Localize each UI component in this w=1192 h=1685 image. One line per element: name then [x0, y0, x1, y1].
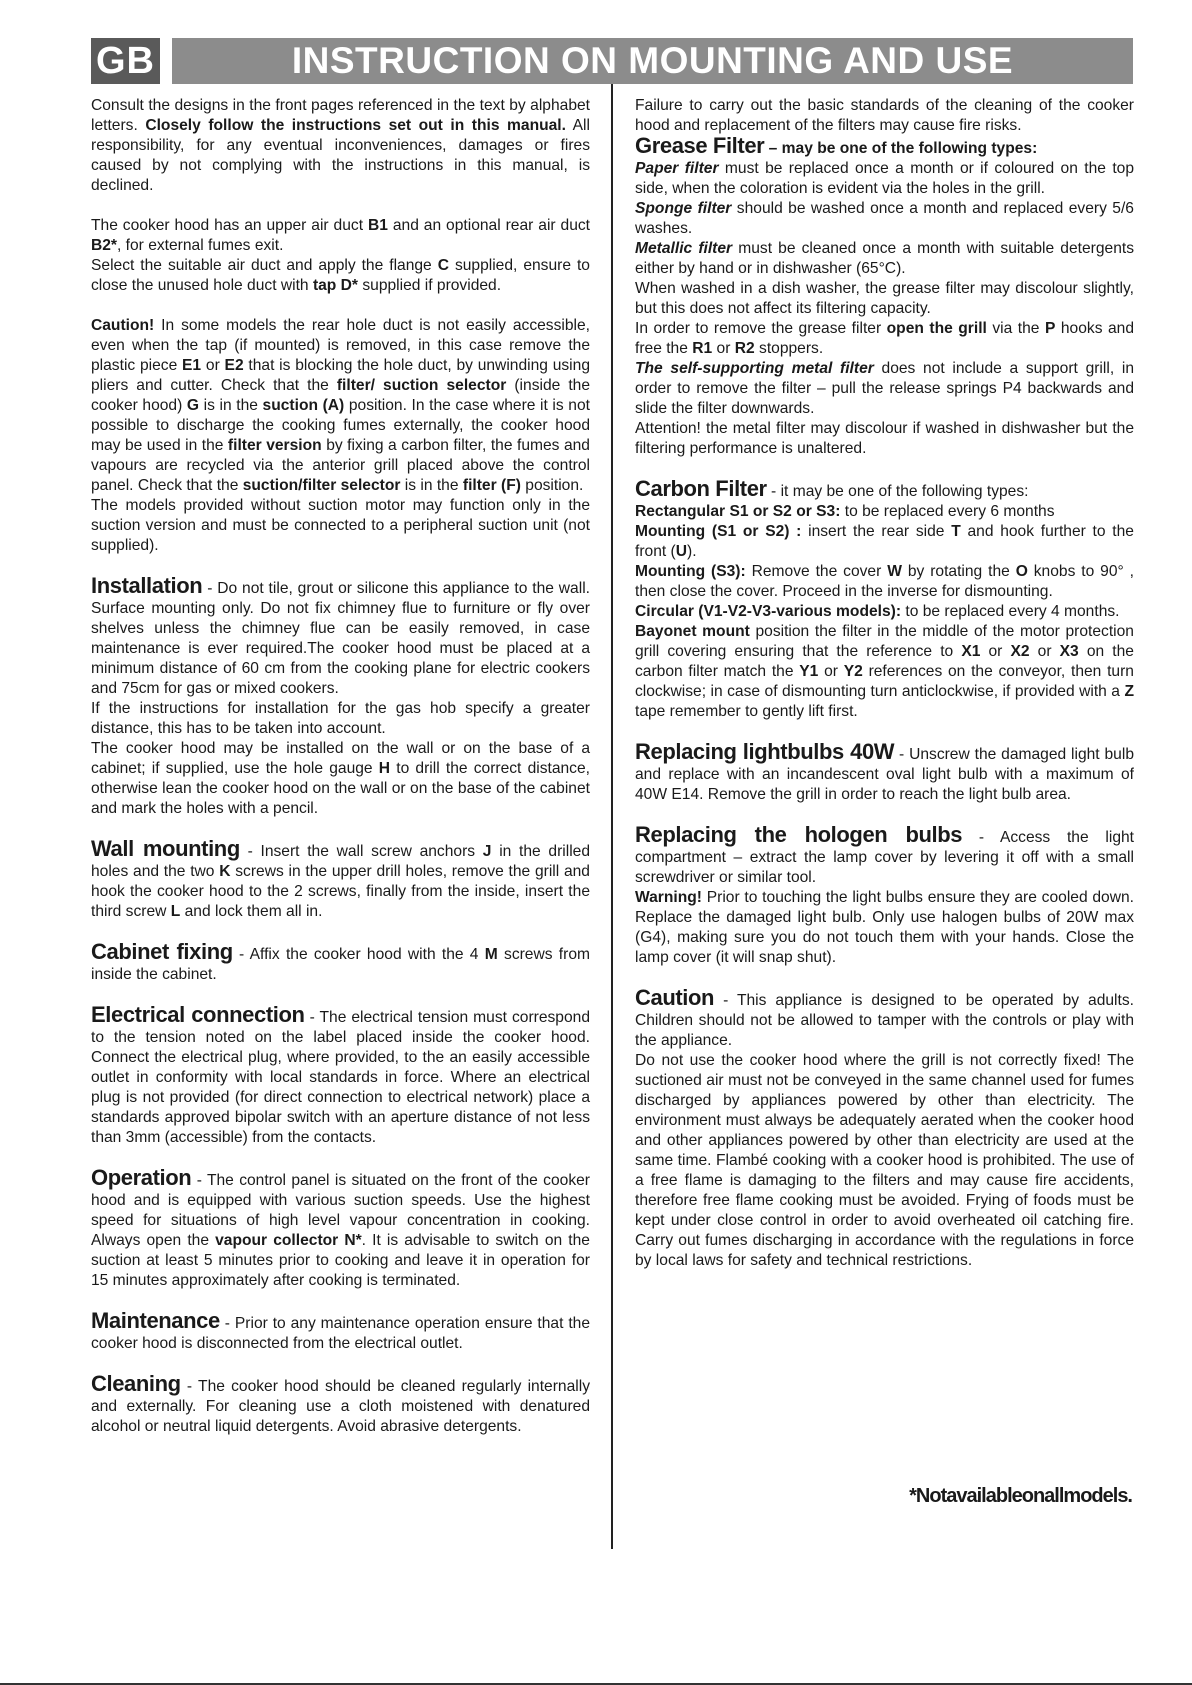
paper-filter-paragraph: Paper filter must be replaced once a month or if coloured on the top side, when the coloration is evident via the holes in the grill.	[635, 160, 1134, 197]
left-column	[91, 96, 590, 1437]
wall-mounting-heading: Wall mounting	[91, 836, 240, 861]
bayonet-mount-paragraph: Bayonet mount position the filter in the middle of the motor protection grill covering ensuring that the reference to X1 or X2 or X3 on the carbon filter match the Y1 or Y2 references on the conveyor, then turn clockwise; in case of dismounting turn anticlockwise, if provided with a Z tape remember to gently lift first.	[635, 623, 1134, 720]
attention-paragraph: Attention! the metal filter may discolour if washed in dishwasher but the filtering performance is unaltered.	[635, 420, 1134, 457]
metallic-filter-paragraph: Metallic filter must be cleaned once a month with suitable detergents either by hand or in dishwasher (65°C).	[635, 240, 1134, 277]
intro-paragraph: Consult the designs in the front pages referenced in the text by alphabet letters. Closely follow the instructions set out in this manual. All responsibility, for any eventual inconveniences, damages or fires caused by not complying with the instructions in this manual, is declined.	[91, 97, 590, 194]
installation-heading: Installation	[91, 573, 203, 598]
cleaning-heading: Cleaning	[91, 1371, 181, 1396]
carbon-filter-heading: Carbon Filter	[635, 476, 767, 501]
cabinet-fixing-section: Cabinet fixing - Affix the cooker hood with the 4 M screws from inside the cabinet.	[91, 939, 590, 983]
caution-heading: Caution	[635, 985, 715, 1010]
warning-paragraph: Warning! Prior to touching the light bulbs ensure they are cooled down. Replace the damaged light bulb. Only use halogen bulbs of 20W max (G4), making sure you do not touch them with your hands. Close the lamp cover (it will snap shut).	[635, 889, 1134, 966]
rectangular-filter-paragraph: Rectangular S1 or S2 or S3: to be replaced every 6 months	[635, 503, 1055, 520]
column-divider	[611, 84, 613, 1549]
lightbulbs-heading: Replacing lightbulbs 40W	[635, 739, 895, 764]
caution-section: Caution - This appliance is designed to be operated by adults. Children should not be allowed to tamper with the controls or play with the appliance.	[635, 985, 1134, 1049]
maintenance-section: Maintenance - Prior to any maintenance operation ensure that the cooker hood is disconnected from the electrical outlet.	[91, 1308, 590, 1352]
flange-paragraph: Select the suitable air duct and apply the flange C supplied, ensure to close the unused hole duct with tap D* supplied if provided.	[91, 257, 590, 294]
failure-paragraph: Failure to carry out the basic standards of the cleaning of the cooker hood and replacement of the filters may cause fire risks.	[635, 97, 1134, 134]
cleaning-section: Cleaning - The cooker hood should be cleaned regularly internally and externally. For cleaning use a cloth moistened with denatured alcohol or neutral liquid detergents. Avoid abrasive detergents.	[91, 1371, 590, 1435]
dishwasher-paragraph: When washed in a dish washer, the grease filter may discolour slightly, but this does not affect its filtering capacity.	[635, 280, 1134, 317]
cabinet-fixing-heading: Cabinet fixing	[91, 939, 233, 964]
halogen-bulbs-section: Replacing the hologen bulbs - Access the light compartment – extract the lamp cover by levering it off with a small screwdriver or similar tool.	[635, 822, 1134, 886]
carbon-filter-heading-line: Carbon Filter - it may be one of the following types:	[635, 476, 1029, 501]
remove-grease-filter-paragraph: In order to remove the grease filter open the grill via the P hooks and free the R1 or R2 stoppers.	[635, 320, 1134, 357]
language-code: GB	[91, 38, 160, 84]
page-title: INSTRUCTION ON MOUNTING AND USE	[172, 38, 1133, 84]
electrical-connection-heading: Electrical connection	[91, 1002, 305, 1027]
self-supporting-filter-paragraph: The self-supporting metal filter does not include a support grill, in order to remove the filter – pull the release springs P4 backwards and slide the filter downwards.	[635, 360, 1134, 417]
operation-heading: Operation	[91, 1165, 192, 1190]
grease-filter-heading-line: Grease Filter – may be one of the following types:	[635, 133, 1038, 158]
gas-hob-paragraph: If the instructions for installation for the gas hob specify a greater distance, this has to be taken into account.	[91, 700, 590, 737]
wall-mounting-section: Wall mounting - Insert the wall screw anchors J in the drilled holes and the two K screws in the upper drill holes, remove the grill and hook the cooker hood to the 2 screws, finally from the inside, insert the third screw L and lock them all in.	[91, 836, 591, 920]
grease-filter-heading: Grease Filter	[635, 133, 765, 158]
safety-paragraph: Do not use the cooker hood where the grill is not correctly fixed! The suctioned air must not be conveyed in the same channel used for fumes discharged by appliances powered by other than electricity. The environment must always be adequately aerated when the cooker hood and other appliances powered by other than electricity are used at the same time. Flambé cooking with a cooker hood is prohibited. The use of a free flame is damaging to the filters and may cause fire accidents, therefore free flame cooking must be avoided. Frying of foods must be kept under close control in order to avoid overheated oil catching fire. Carry out fumes discharging in accordance with the regulations in force by local laws for safety and technical restrictions.	[635, 1052, 1134, 1269]
sponge-filter-paragraph: Sponge filter should be washed once a month and replaced every 5/6 washes.	[635, 200, 1134, 237]
right-column	[635, 96, 1134, 1271]
electrical-connection-section: Electrical connection - The electrical tension must correspond to the tension noted on the label placed inside the cooker hood. Connect the electrical plug, where provided, to the an easily accessible outlet in conformity with local standards in force. Where an electrical plug is not provided (for direct connection to electrical network) place a standards approved bipolar switch with an aperture distance of not less than 3mm (accessible) from the contacts.	[91, 1002, 590, 1146]
lightbulbs-section: Replacing lightbulbs 40W - Unscrew the damaged light bulb and replace with an incandescent oval light bulb with a maximum of 40W E14. Remove the grill in order to reach the light bulb area.	[635, 739, 1134, 803]
availability-footnote: *Notavailableonallmodels.	[909, 1485, 1132, 1507]
hole-gauge-paragraph: The cooker hood may be installed on the wall or on the base of a cabinet; if supplied, use the hole gauge H to drill the correct distance, otherwise lean the cooker hood on the wall or on the base of the cabinet and mark the holes with a pencil.	[91, 740, 590, 817]
installation-section: Installation - Do not tile, grout or silicone this appliance to the wall. Surface mounting only. Do not fix chimney flue to furniture or fly over shelves unless the chimney flue can be easily removed, in case maintenance is ever required.The cooker hood must be placed at a minimum distance of 60 cm from the cooking plane for electric cookers and 75cm for gas or mixed cookers.	[91, 573, 590, 697]
header-bar	[91, 38, 1133, 84]
caution-paragraph: Caution! In some models the rear hole duct is not easily accessible, even when the tap (if mounted) is removed, in this case remove the plastic piece E1 or E2 that is blocking the hole duct, by unwinding using pliers and cutter. Check that the filter/ suction selector (inside the cooker hood) G is in the suction (A) position. In the case where it is not possible to discharge the cooking fumes externally, the cooker hood may be used in the filter version by fixing a carbon filter, the fumes and vapours are recycled via the anterior grill placed above the control panel. Check that the suction/filter selector is in the filter (F) position.	[91, 317, 591, 494]
operation-section: Operation - The control panel is situated on the front of the cooker hood and is equipped with various suction speeds. Use the highest speed for situations of high level vapour concentration in cooking. Always open the vapour collector N*. It is advisable to switch on the suction at least 5 minutes prior to cooking and leave it in operation for 15 minutes approximately after cooking is terminated.	[91, 1165, 590, 1289]
models-paragraph: The models provided without suction motor may function only in the suction version and must be connected to a peripheral suction unit (not supplied).	[91, 497, 590, 554]
maintenance-heading: Maintenance	[91, 1308, 220, 1333]
circular-filter-paragraph: Circular (V1-V2-V3-various models): to be replaced every 4 months.	[635, 603, 1120, 620]
air-duct-paragraph: The cooker hood has an upper air duct B1 and an optional rear air duct B2*, for external fumes exit.	[91, 217, 590, 254]
mounting-s3-paragraph: Mounting (S3): Remove the cover W by rotating the O knobs to 90° , then close the cover. Proceed in the inverse for dismounting.	[635, 563, 1134, 600]
mounting-s1-s2-paragraph: Mounting (S1 or S2) : insert the rear side T and hook further to the front (U).	[635, 523, 1134, 560]
halogen-bulbs-heading: Replacing the hologen bulbs	[635, 822, 963, 847]
